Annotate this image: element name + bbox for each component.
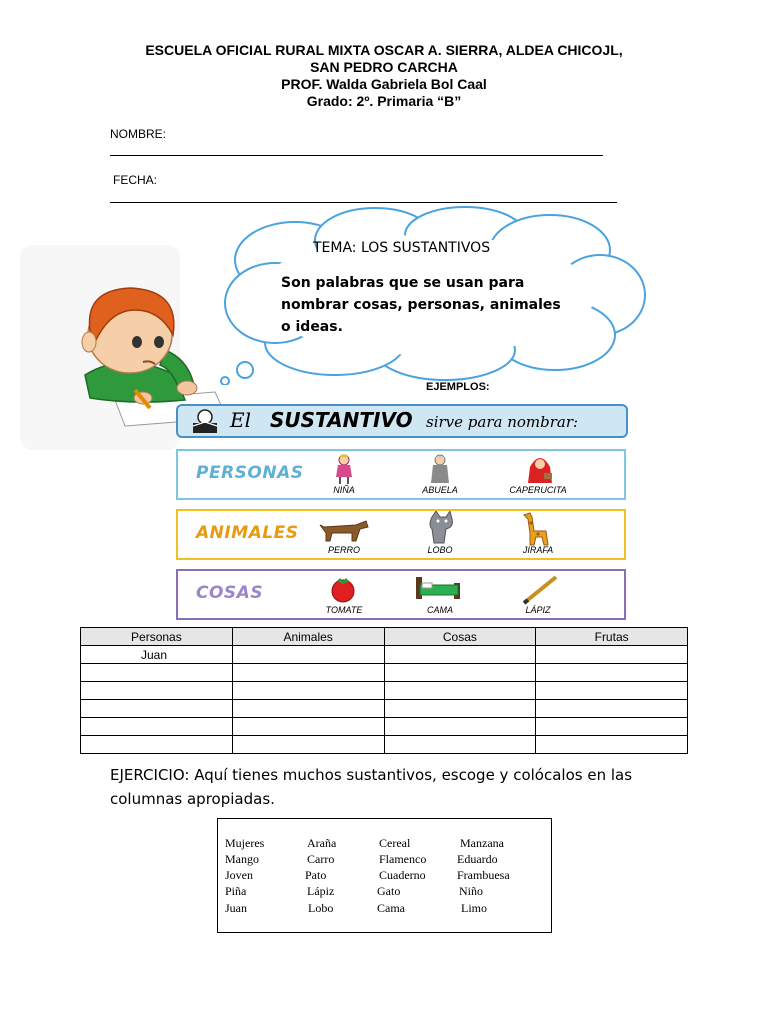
category-label: ANIMALES [196,523,299,543]
word-bank [217,818,552,933]
category-label: PERSONAS [196,463,304,483]
item-label: PERRO [327,545,360,555]
table-cell[interactable] [232,736,384,754]
table-cell[interactable] [232,646,384,664]
exercise-line-1: EJERCICIO: Aquí tienes muchos sustantivos, escoge y colócalos en las [110,766,633,784]
dog-icon [318,515,370,543]
category-row-animales [176,509,626,560]
word: Juan [225,901,247,915]
table-cell[interactable] [384,718,536,736]
table-cell[interactable] [232,718,384,736]
pencil-icon [520,573,560,605]
word: Limo [461,901,487,915]
column-header-cosas: Cosas [384,628,536,646]
word: Lobo [308,901,334,915]
table-cell[interactable] [536,718,688,736]
exercise-line-2: columnas apropiadas. [110,790,275,808]
grandmother-icon [426,453,454,485]
banner-rest: sirve para nombrar: [426,413,579,431]
exercise-instructions [110,763,670,811]
table-header-row [81,628,688,646]
word: Eduardo [457,852,498,866]
banner-sustantivo: SUSTANTIVO [270,408,413,432]
item-label: TOMATE [325,605,363,615]
word: Cama [377,901,405,915]
item-label: ABUELA [422,485,458,495]
word: Flamenco [379,852,427,866]
word: Gato [377,884,401,898]
school-name: ESCUELA OFICIAL RURAL MIXTA OSCAR A. SIERRA, ALDEA CHICOJL, [145,42,623,58]
nombre-label: NOMBRE: [110,127,167,141]
table-cell[interactable] [232,664,384,682]
answer-table [80,627,688,754]
table-cell[interactable] [384,664,536,682]
table-cell[interactable] [384,682,536,700]
table-cell[interactable]: Juan [81,646,233,664]
table-cell[interactable] [536,664,688,682]
item-label: CAPERUCITA [509,485,567,495]
item-label: LÁPIZ [525,605,551,615]
table-cell[interactable] [232,700,384,718]
table-cell[interactable] [536,682,688,700]
word: Joven [225,868,253,882]
fecha-label: FECHA: [113,173,158,187]
table-row [81,682,688,700]
girl-icon [330,453,358,485]
column-header-animales: Animales [232,628,384,646]
grade: Grado: 2º. Primaria “B” [306,93,462,109]
definition-line-1: Son palabras que se usan para [281,275,525,291]
definition-line-3: o ideas. [281,319,343,335]
table-cell[interactable] [384,736,536,754]
word: Cuaderno [379,868,426,882]
item-label: JIRAFA [522,545,554,555]
word: Carro [307,852,335,866]
word: Frambuesa [457,868,510,882]
definition-text [281,272,561,338]
column-header-frutas: Frutas [536,628,688,646]
category-row-cosas [176,569,626,620]
word: Manzana [460,836,504,850]
tema-title: TEMA: LOS SUSTANTIVOS [313,240,491,256]
table-cell[interactable] [536,736,688,754]
word: Lápiz [307,884,335,898]
word: Mujeres [225,836,265,850]
word: Niño [459,884,483,898]
red-riding-hood-icon [524,453,556,485]
definition-line-2: nombrar cosas, personas, animales [281,297,561,313]
ejemplos-label: EJEMPLOS: [426,381,490,393]
table-cell[interactable] [81,736,233,754]
table-row [81,646,688,664]
table-row [81,718,688,736]
teacher-name: PROF. Walda Gabriela Bol Caal [281,76,487,92]
word: Cereal [379,836,411,850]
table-cell[interactable] [81,718,233,736]
table-cell[interactable] [81,682,233,700]
wolf-icon [424,511,460,545]
school-header [0,42,768,110]
word: Araña [307,836,337,850]
category-label: COSAS [196,583,264,603]
table-cell[interactable] [536,700,688,718]
table-cell[interactable] [384,646,536,664]
category-row-personas [176,449,626,500]
item-label: NIÑA [333,485,355,495]
banner-el: El [230,408,251,432]
table-cell[interactable] [81,664,233,682]
sustantivo-banner [176,404,628,438]
word: Mango [225,852,259,866]
word: Pato [305,868,327,882]
table-row [81,664,688,682]
nombre-line[interactable] [110,155,603,156]
school-location: SAN PEDRO CARCHA [310,59,458,75]
table-row [81,736,688,754]
giraffe-icon [520,511,552,547]
table-cell[interactable] [384,700,536,718]
column-header-personas: Personas [81,628,233,646]
table-cell[interactable] [536,646,688,664]
table-row [81,700,688,718]
table-cell[interactable] [81,700,233,718]
word: Piña [225,884,247,898]
item-label: CAMA [426,605,453,615]
bed-icon [412,573,464,603]
reading-person-icon [188,408,222,434]
fecha-line[interactable] [110,202,617,203]
item-label: LOBO [427,545,453,555]
tomato-icon [328,575,358,603]
table-cell[interactable] [232,682,384,700]
